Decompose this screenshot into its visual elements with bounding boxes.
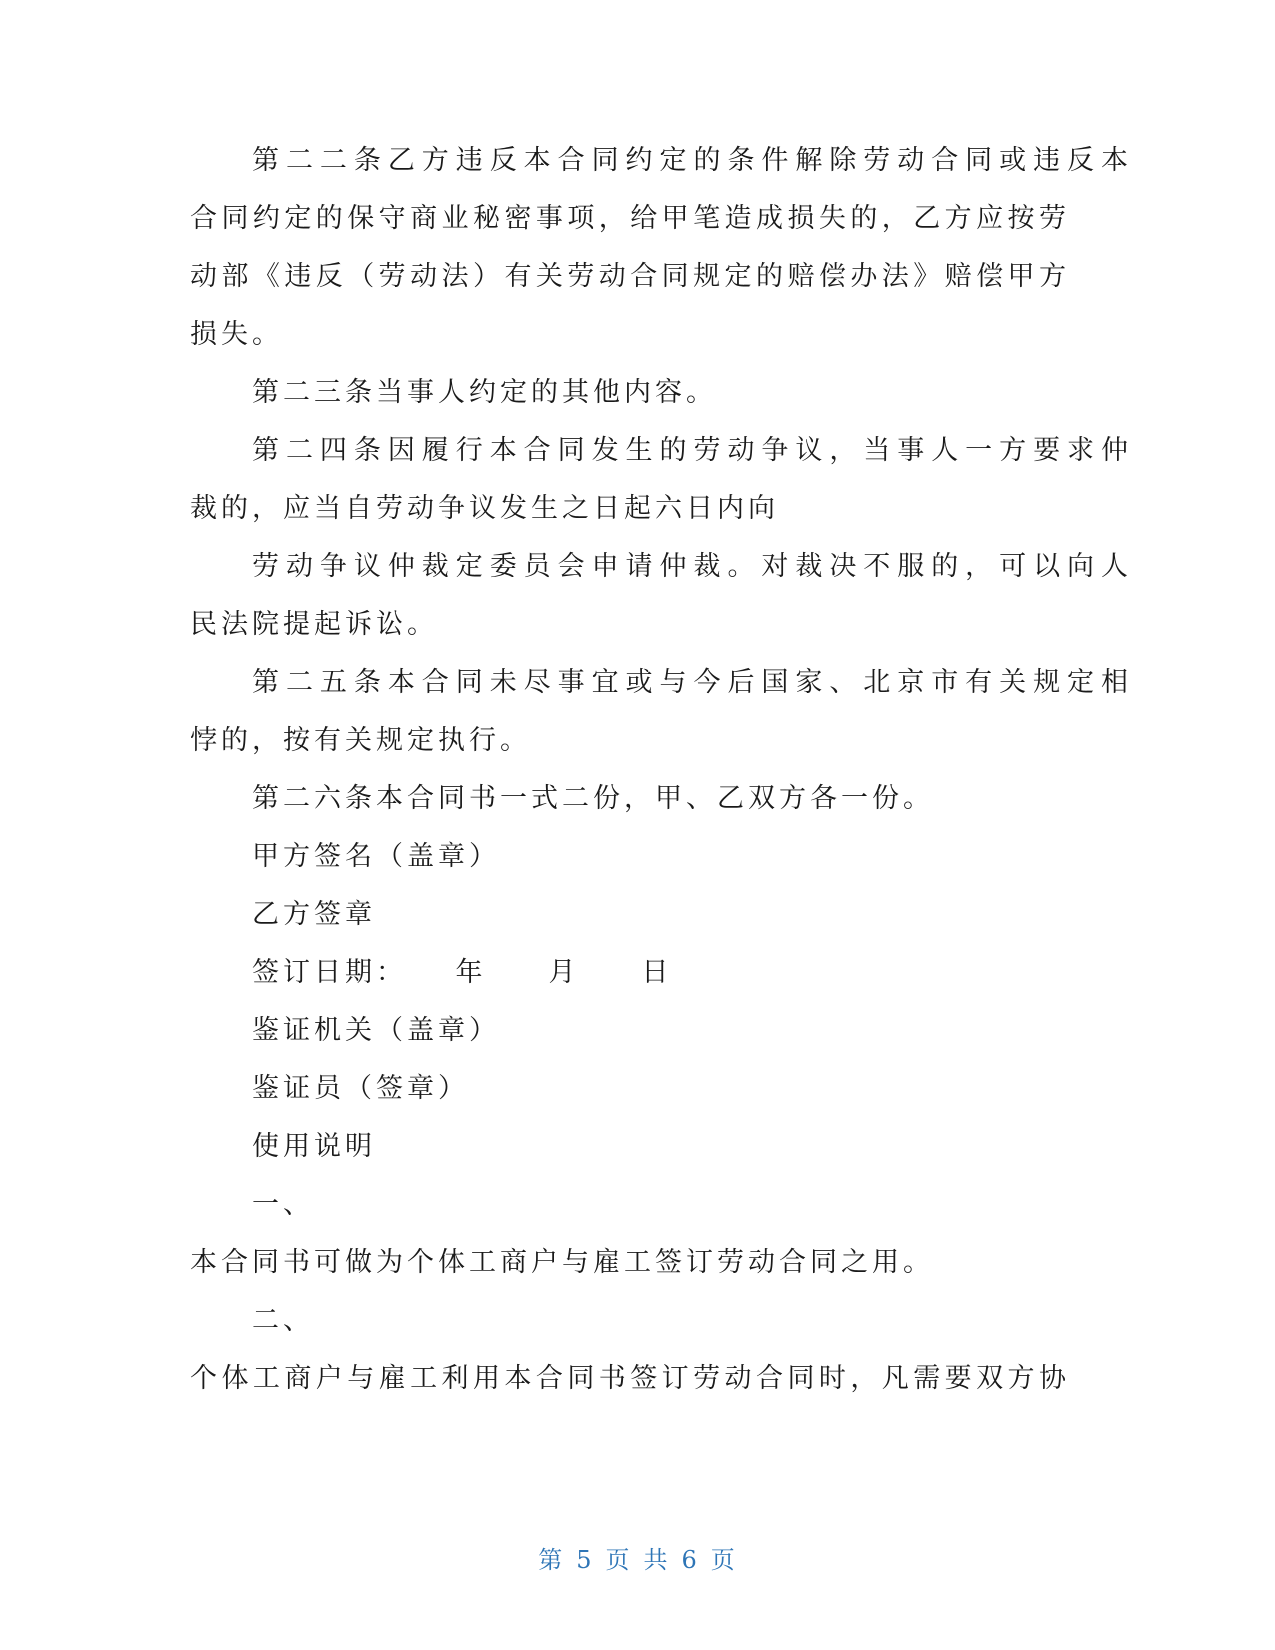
certifying-authority: 鉴证机关（盖章）: [252, 1015, 500, 1046]
footer-suffix: 页: [710, 1546, 737, 1574]
list-number: 一、: [252, 1189, 314, 1220]
paragraph-line: 个体工商户与雇工利用本合同书签订劳动合同时，凡需要双方协: [190, 1363, 1070, 1394]
list-number: 二、: [252, 1305, 314, 1336]
paragraph-line: 第二五条本合同未尽事宜或与今后国家、北京市有关规定相: [252, 667, 1132, 698]
paragraph-line: 合同约定的保守商业秘密事项，给甲笔造成损失的，乙方应按劳: [190, 203, 1070, 234]
footer-middle1: 页: [605, 1546, 632, 1574]
paragraph-line: 动部《违反（劳动法）有关劳动合同规定的赔偿办法》赔偿甲方: [190, 261, 1070, 292]
paragraph-line: 劳动争议仲裁定委员会申请仲裁。对裁决不服的，可以向人: [252, 551, 1132, 582]
paragraph-line: 裁的，应当自劳动争议发生之日起六日内向: [190, 493, 779, 524]
paragraph-line: 悖的，按有关规定执行。: [190, 725, 531, 756]
paragraph-line: 第二三条当事人约定的其他内容。: [252, 377, 717, 408]
footer-total-pages: 6: [681, 1546, 699, 1574]
certifier: 鉴证员（签章）: [252, 1073, 469, 1104]
paragraph-line: 民法院提起诉讼。: [190, 609, 438, 640]
paragraph-line: 损失。: [190, 319, 283, 350]
paragraph-line: 第二四条因履行本合同发生的劳动争议，当事人一方要求仲: [252, 435, 1132, 466]
signing-date: 签订日期： 年 月 日: [252, 957, 673, 988]
footer-middle2: 共: [643, 1546, 670, 1574]
paragraph-line: 本合同书可做为个体工商户与雇工签订劳动合同之用。: [190, 1247, 934, 1278]
usage-instructions-heading: 使用说明: [252, 1131, 376, 1162]
footer-prefix: 第: [538, 1546, 565, 1574]
paragraph-line: 第二六条本合同书一式二份，甲、乙双方各一份。: [252, 783, 934, 814]
paragraph-line: 第二二条乙方违反本合同约定的条件解除劳动合同或违反本: [252, 145, 1132, 176]
page-footer: [0, 1540, 1275, 1575]
signature-party-a: 甲方签名（盖章）: [252, 841, 500, 872]
footer-page-number: 5: [576, 1546, 594, 1574]
signature-party-b: 乙方签章: [252, 899, 376, 930]
